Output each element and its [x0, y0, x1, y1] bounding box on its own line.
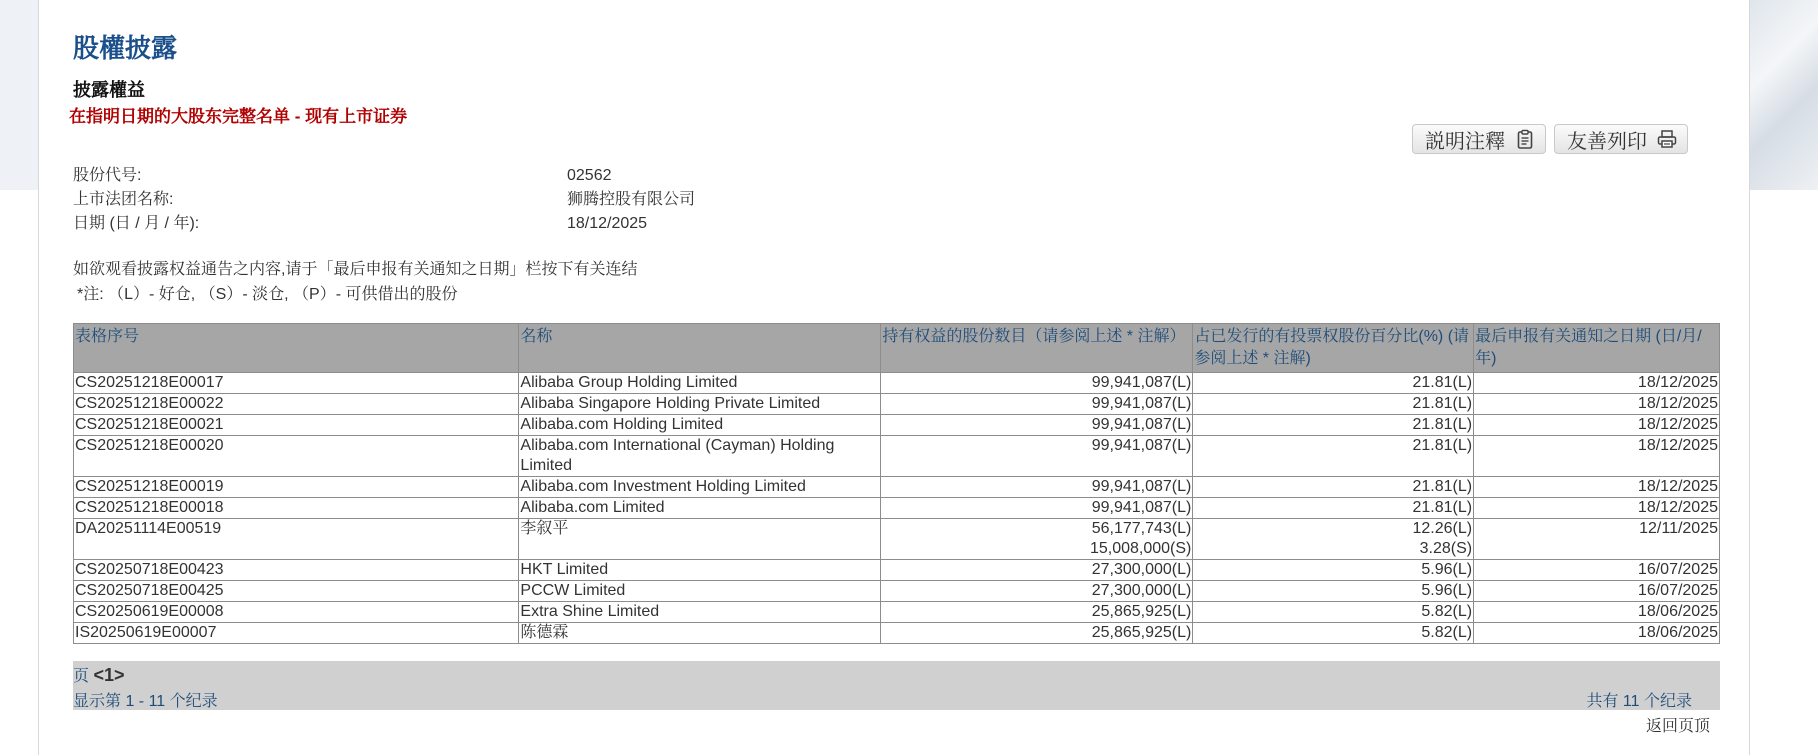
header-percentage: 占已发行的有投票权股份百分比(%) (请参阅上述 * 注解)	[1193, 324, 1474, 373]
long-position-pct: 12.26(L)	[1412, 520, 1473, 537]
percentage-cell: 21.81(L)	[1193, 373, 1474, 394]
company-label: 上市法团名称:	[73, 191, 174, 208]
shares-cell: 25,865,925(L)	[881, 602, 1193, 623]
page-indicator	[73, 663, 125, 686]
records-total: 共有 11 个纪录	[1586, 693, 1692, 710]
percentage-cell: 5.82(L)	[1193, 623, 1474, 644]
notice-date-link[interactable]: 12/11/2025	[1639, 520, 1718, 537]
date-cell	[1474, 560, 1720, 581]
shares-cell: 99,941,087(L)	[881, 394, 1193, 415]
percentage-cell: 21.81(L)	[1193, 436, 1474, 477]
percentage-cell	[1193, 519, 1474, 560]
notes-button[interactable]	[1412, 124, 1546, 154]
notes-button-label: 説明注釋	[1425, 130, 1505, 153]
page-label: 页	[73, 668, 90, 685]
notice-date-link[interactable]: 18/12/2025	[1637, 374, 1718, 391]
name-cell: 李叙平	[519, 519, 881, 560]
date-cell	[1474, 415, 1720, 436]
date-cell	[1474, 519, 1720, 560]
records-shown: 显示第 1 - 11 个纪录	[73, 693, 218, 710]
notice-date-link[interactable]: 18/12/2025	[1637, 437, 1718, 454]
percentage-cell: 5.96(L)	[1193, 581, 1474, 602]
shares-cell: 99,941,087(L)	[881, 373, 1193, 394]
form-no-cell: CS20251218E00021	[74, 415, 519, 436]
table-row	[74, 477, 1720, 498]
legend-note: *注: （L）- 好仓, （S）- 淡仓, （P）- 可供借出的股份	[77, 286, 458, 303]
shares-cell	[881, 519, 1193, 560]
form-no-cell: CS20250718E00425	[74, 581, 519, 602]
shares-cell: 99,941,087(L)	[881, 415, 1193, 436]
date-label: 日期 (日 / 月 / 年):	[73, 215, 200, 232]
toolbar	[1412, 124, 1688, 154]
name-cell: Alibaba.com Holding Limited	[519, 415, 881, 436]
percentage-cell: 21.81(L)	[1193, 394, 1474, 415]
shares-cell: 99,941,087(L)	[881, 498, 1193, 519]
form-no-cell: CS20251218E00022	[74, 394, 519, 415]
form-no-cell: CS20251218E00017	[74, 373, 519, 394]
notice-date-link[interactable]: 16/07/2025	[1637, 561, 1718, 578]
header-shares: 持有权益的股份数目（请参阅上述 * 注解）	[881, 324, 1193, 373]
table-row	[74, 560, 1720, 581]
stock-info	[73, 164, 695, 236]
shares-cell: 99,941,087(L)	[881, 436, 1193, 477]
notice-date-link[interactable]: 18/06/2025	[1637, 624, 1718, 641]
print-button-label: 友善列印	[1567, 130, 1647, 153]
stock-code-row	[73, 164, 695, 188]
current-page-link[interactable]: <1>	[93, 665, 125, 685]
page-container	[38, 0, 1750, 755]
page-title: 股權披露	[73, 34, 178, 64]
name-cell: Alibaba Group Holding Limited	[519, 373, 881, 394]
name-cell: HKT Limited	[519, 560, 881, 581]
shares-cell: 27,300,000(L)	[881, 560, 1193, 581]
date-cell	[1474, 477, 1720, 498]
shareholder-table	[73, 323, 1720, 644]
background-left-panel	[0, 0, 38, 190]
clipboard-icon	[1515, 129, 1535, 149]
form-no-cell: CS20251218E00020	[74, 436, 519, 477]
notice-date-link[interactable]: 16/07/2025	[1637, 582, 1718, 599]
notice-date-link[interactable]: 18/12/2025	[1637, 395, 1718, 412]
shares-cell: 99,941,087(L)	[881, 477, 1193, 498]
notice-date-link[interactable]: 18/12/2025	[1637, 416, 1718, 433]
instruction-note: 如欲观看披露权益通告之内容,请于「最后申报有关通知之日期」栏按下有关连结	[73, 261, 638, 278]
date-cell	[1474, 581, 1720, 602]
table-row	[74, 519, 1720, 560]
shares-cell: 25,865,925(L)	[881, 623, 1193, 644]
table-row	[74, 394, 1720, 415]
percentage-cell: 21.81(L)	[1193, 477, 1474, 498]
table-row	[74, 581, 1720, 602]
form-no-cell: IS20250619E00007	[74, 623, 519, 644]
header-form-no: 表格序号	[74, 324, 519, 373]
notice-date-link[interactable]: 18/12/2025	[1637, 478, 1718, 495]
form-no-cell: CS20250718E00423	[74, 560, 519, 581]
table-row	[74, 436, 1720, 477]
name-cell: Alibaba Singapore Holding Private Limited	[519, 394, 881, 415]
date-cell	[1474, 394, 1720, 415]
percentage-cell: 21.81(L)	[1193, 498, 1474, 519]
shares-cell: 27,300,000(L)	[881, 581, 1193, 602]
date-cell	[1474, 623, 1720, 644]
short-position-shares: 15,008,000(S)	[1089, 540, 1192, 557]
date-cell	[1474, 498, 1720, 519]
name-cell: Alibaba.com International (Cayman) Holding Limited	[519, 436, 881, 477]
date-cell	[1474, 602, 1720, 623]
table-row	[74, 498, 1720, 519]
percentage-cell: 5.96(L)	[1193, 560, 1474, 581]
table-row	[74, 373, 1720, 394]
header-name: 名称	[519, 324, 881, 373]
print-button[interactable]	[1554, 124, 1688, 154]
notice-date-link[interactable]: 18/12/2025	[1637, 499, 1718, 516]
section-subtitle: 披露權益	[73, 80, 145, 100]
pagination-bar	[73, 661, 1720, 710]
list-heading: 在指明日期的大股东完整名单 - 现有上市证券	[69, 107, 408, 126]
date-value: 18/12/2025	[567, 215, 648, 232]
name-cell: Alibaba.com Limited	[519, 498, 881, 519]
form-no-cell: CS20250619E00008	[74, 602, 519, 623]
stock-code-value: 02562	[567, 167, 612, 184]
short-position-pct: 3.28(S)	[1419, 540, 1473, 557]
table-row	[74, 415, 1720, 436]
name-cell: Alibaba.com Investment Holding Limited	[519, 477, 881, 498]
name-cell: Extra Shine Limited	[519, 602, 881, 623]
date-row	[73, 212, 695, 236]
name-cell: 陈德霖	[519, 623, 881, 644]
notice-date-link[interactable]: 18/06/2025	[1637, 603, 1718, 620]
header-last-notice-date: 最后申报有关通知之日期 (日/月/年)	[1474, 324, 1720, 373]
stock-code-label: 股份代号:	[73, 167, 142, 184]
printer-icon	[1657, 129, 1677, 149]
form-no-cell: DA20251114E00519	[74, 519, 519, 560]
percentage-cell: 5.82(L)	[1193, 602, 1474, 623]
name-cell: PCCW Limited	[519, 581, 881, 602]
back-to-top-link[interactable]: 返回页顶	[1646, 718, 1711, 735]
form-no-cell: CS20251218E00019	[74, 477, 519, 498]
percentage-cell: 21.81(L)	[1193, 415, 1474, 436]
company-row	[73, 188, 695, 212]
table-row	[74, 623, 1720, 644]
long-position-shares: 56,177,743(L)	[1091, 520, 1192, 537]
table-header-row	[74, 324, 1720, 373]
company-value: 狮腾控股有限公司	[567, 191, 696, 208]
form-no-cell: CS20251218E00018	[74, 498, 519, 519]
date-cell	[1474, 436, 1720, 477]
background-right-panel	[1748, 0, 1818, 190]
table-row	[74, 602, 1720, 623]
date-cell	[1474, 373, 1720, 394]
